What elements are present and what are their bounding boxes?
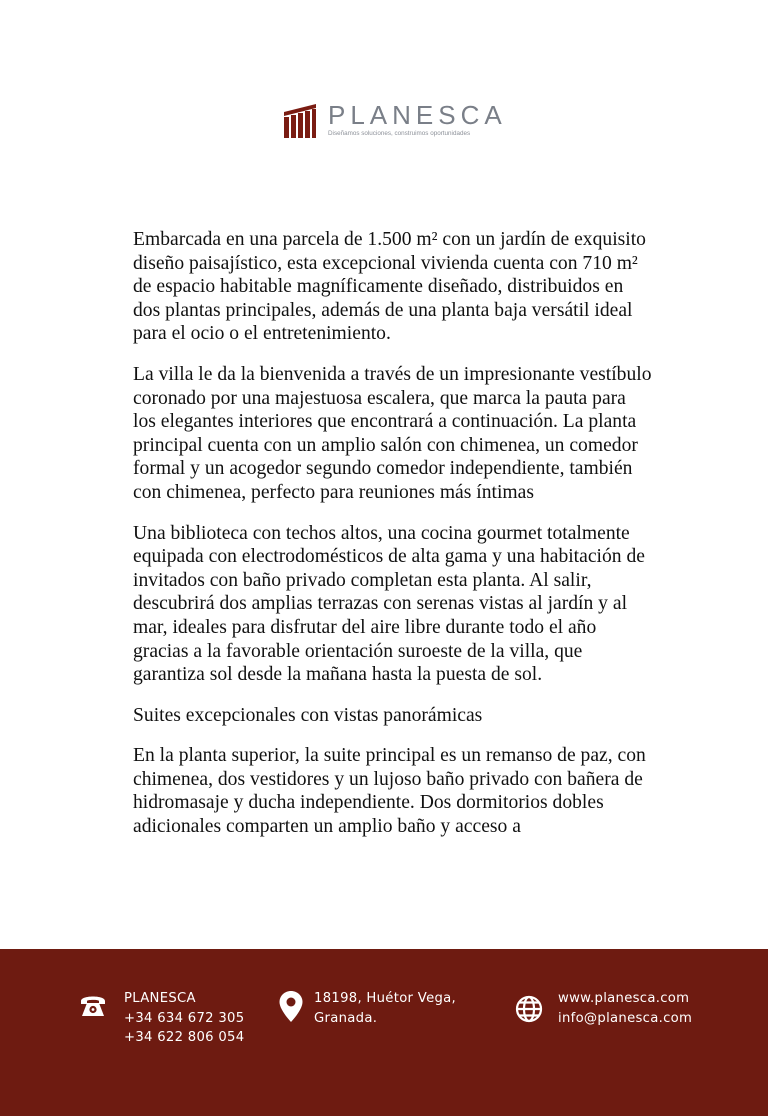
document-body — [133, 228, 653, 856]
company-logo — [282, 100, 512, 142]
footer-address-line-1: 18198, Huétor Vega, — [314, 991, 457, 1006]
footer-phone-2[interactable]: +34 622 806 054 — [124, 1030, 245, 1046]
paragraph-1: Embarcada en una parcela de 1.500 m² con un jardín de exquisito diseño paisajístico, esta excepcional vivienda cuenta con 710 m² de espacio habitable magníficamente diseñado, distribuidos en dos plantas principales, además de una planta baja versátil ideal para el ocio o el entretenimiento. — [133, 229, 646, 345]
globe-icon — [514, 989, 544, 1023]
footer-address — [276, 989, 456, 1028]
footer-company: PLANESCA — [124, 991, 196, 1006]
location-pin-icon — [276, 989, 306, 1023]
paragraph-4: En la planta superior, la suite principal es un remanso de paz, con chimenea, dos vestidores y un lujoso baño privado con bañera de hidromasaje y ducha independiente. Dos dormitorios dobles adicionales comparten un amplio baño y acceso a — [133, 745, 646, 838]
footer — [0, 949, 768, 1116]
section-heading: Suites excepcionales con vistas panorámicas — [133, 704, 483, 726]
phone-icon — [78, 989, 108, 1023]
footer-phone-1[interactable]: +34 634 672 305 — [124, 1010, 245, 1026]
logo-name: PLANESCA — [328, 100, 507, 130]
footer-address-line-2: Granada. — [314, 1010, 378, 1026]
building-logo-icon — [282, 100, 322, 140]
paragraph-2: La villa le da la bienvenida a través de un impresionante vestíbulo coronado por una majestuosa escalera, que marca la pauta para los elegantes interiores que encontrará a continuación. La planta principal cuenta con un amplio salón con chimenea, un comedor formal y un acogedor segundo comedor independiente, también con chimenea, perfecto para reuniones más íntimas — [133, 363, 652, 503]
logo-tagline: Diseñamos soluciones, construimos oportunidades — [328, 130, 471, 137]
footer-website-link[interactable]: www.planesca.com — [558, 991, 690, 1006]
footer-email-link[interactable]: info@planesca.com — [558, 1010, 693, 1026]
paragraph-3: Una biblioteca con techos altos, una cocina gourmet totalmente equipada con electrodomésticos de alta gama y una habitación de invitados con baño privado completan esta planta. Al salir, descubrirá dos amplias terrazas con serenas vistas al jardín y al mar, ideales para disfrutar del aire libre durante todo el año gracias a la favorable orientación suroeste de la villa, que garantiza sol desde la mañana hasta la puesta de sol. — [133, 522, 645, 686]
footer-web — [514, 989, 692, 1028]
footer-contact — [78, 989, 244, 1048]
